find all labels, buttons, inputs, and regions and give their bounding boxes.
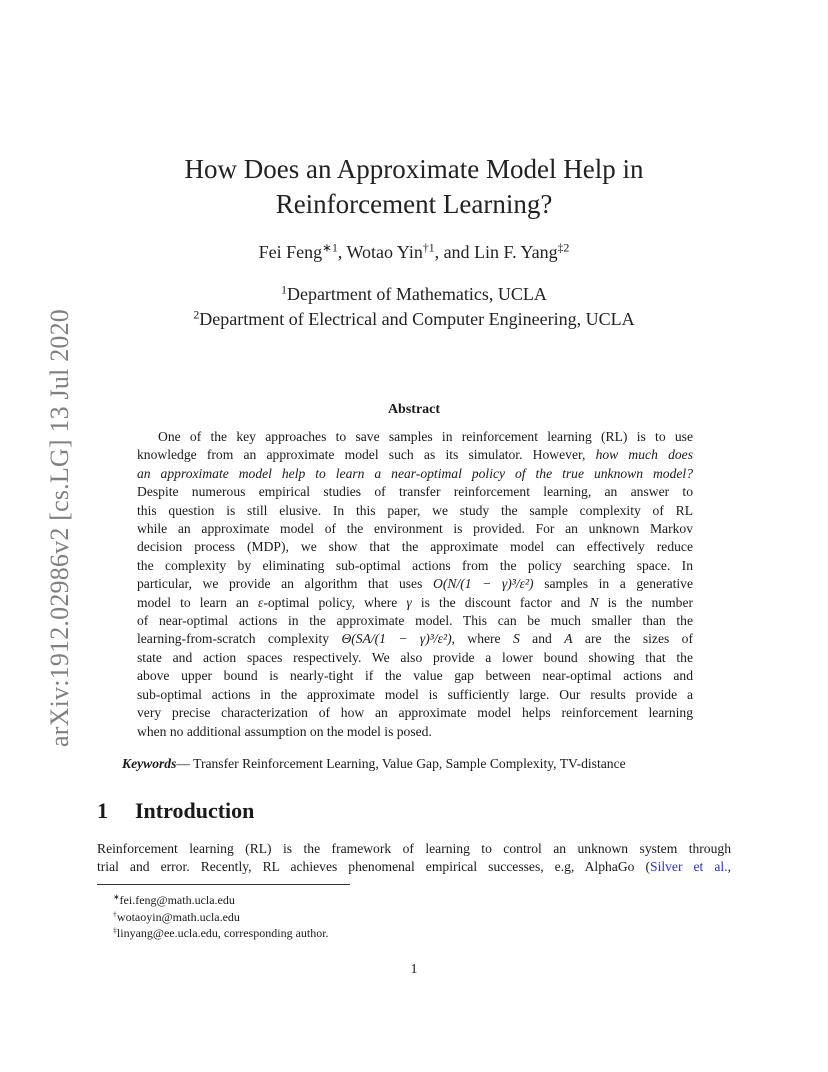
footnote-divider [97, 884, 350, 885]
footnote: ‡linyang@ee.ucla.edu, corresponding author. [113, 925, 329, 940]
title-line-2: Reinforcement Learning? [275, 189, 553, 219]
keywords-dash: — [176, 756, 194, 771]
abstract-line: this question is still elusive. In this paper, we study the sample complexity of RL [137, 502, 693, 518]
abstract-line: One of the key approaches to save samples in reinforcement learning (RL) is to use [158, 429, 693, 444]
math-sample-complexity: O(N/(1 − γ)³/ε²) [433, 576, 534, 592]
intro-paragraph [97, 840, 731, 877]
section-number: 1 [97, 798, 108, 823]
author-name: Fei Feng [258, 242, 323, 262]
author-separator: , and [434, 242, 475, 262]
author-name: Lin F. Yang [474, 242, 558, 262]
intro-line: Reinforcement learning (RL) is the framework of learning to control an unknown system through [97, 841, 731, 856]
abstract-line: when no additional assumption on the model is posed. [137, 723, 432, 739]
affiliation-text: Department of Mathematics, UCLA [286, 284, 547, 304]
keywords-label: Keywords [122, 756, 177, 771]
abstract-line: an approximate model help to learn a near-optimal policy of the true unknown model? [137, 465, 693, 481]
footnote-email: wotaoyin@math.ucla.edu [116, 909, 240, 924]
math-scratch-complexity: Θ(SA/(1 − γ)³/ε²) [341, 631, 452, 647]
footnote-email: linyang@ee.ucla.edu, corresponding author. [116, 926, 329, 940]
abstract-body [137, 428, 693, 741]
abstract-line: decision process (MDP), we show that the approximate model can effectively reduce [137, 539, 693, 555]
section-heading [97, 798, 254, 824]
abstract-line: knowledge from an approximate model such as its simulator. However, how much does [137, 447, 693, 463]
author-mark: ‡2 [557, 241, 570, 255]
section-title: Introduction [135, 798, 255, 823]
citation-link[interactable]: Silver et al. [650, 859, 728, 875]
abstract-line: model to learn an ε-optimal policy, where γ is the discount factor and N is the number [137, 594, 694, 610]
affiliation-text: Department of Electrical and Computer Engineering, UCLA [199, 309, 635, 329]
arxiv-side-stamp: arXiv:1912.02986v2 [cs.LG] 13 Jul 2020 [45, 309, 74, 747]
footnotes [113, 892, 329, 942]
abstract-line: particular, we provide an algorithm that uses O(N/(1 − γ)³/ε²) samples in a generative [137, 576, 693, 592]
author-mark: ∗1 [322, 241, 338, 255]
abstract-line: state and action spaces respectively. We also provide a lower bound showing that the [137, 649, 693, 665]
title-line-1: How Does an Approximate Model Help in [184, 154, 644, 184]
abstract-line: sub-optimal actions in the approximate model is sufficiently large. Our results provide a [137, 686, 693, 702]
intro-line: trial and error. Recently, RL achieves phenomenal empirical successes, e.g, AlphaGo (Silver et al., [97, 859, 731, 875]
author-mark: †1 [422, 241, 435, 255]
page-number: 1 [410, 962, 418, 977]
keywords [122, 756, 626, 772]
footnote-email: fei.feng@math.ucla.edu [119, 893, 235, 907]
affiliation [0, 309, 828, 330]
abstract-line: of near-optimal actions in the approximate model. This can be much smaller than the [137, 613, 693, 629]
abstract-line: while an approximate model of the environment is provided. For an unknown Markov [137, 521, 693, 537]
author-name: Wotao Yin [346, 242, 423, 262]
abstract-heading: Abstract [387, 402, 441, 417]
abstract-line: very precise characterization of how an approximate model helps reinforcement learning [137, 705, 693, 721]
footnote: †wotaoyin@math.ucla.edu [113, 909, 240, 924]
abstract-line: learning-from-scratch complexity Θ(SA/(1 − γ)³/ε²), where S and A are the sizes of [137, 631, 693, 647]
author-list [0, 242, 828, 263]
affiliation-mark: 1 [281, 283, 287, 297]
abstract-line: the complexity by eliminating sub-optimal actions from the policy searching space. In [137, 557, 693, 573]
author-separator: , [337, 242, 347, 262]
paper-title [0, 152, 828, 222]
keywords-text: Transfer Reinforcement Learning, Value Gap, Sample Complexity, TV-distance [193, 756, 626, 771]
affiliation [0, 284, 828, 305]
abstract-line: above upper bound is nearly-tight if the value gap between near-optimal actions and [137, 668, 693, 684]
abstract-line: Despite numerous empirical studies of transfer reinforcement learning, an answer to [137, 484, 693, 500]
footnote: ∗fei.feng@math.ucla.edu [113, 892, 235, 907]
affiliation-mark: 2 [193, 308, 200, 322]
